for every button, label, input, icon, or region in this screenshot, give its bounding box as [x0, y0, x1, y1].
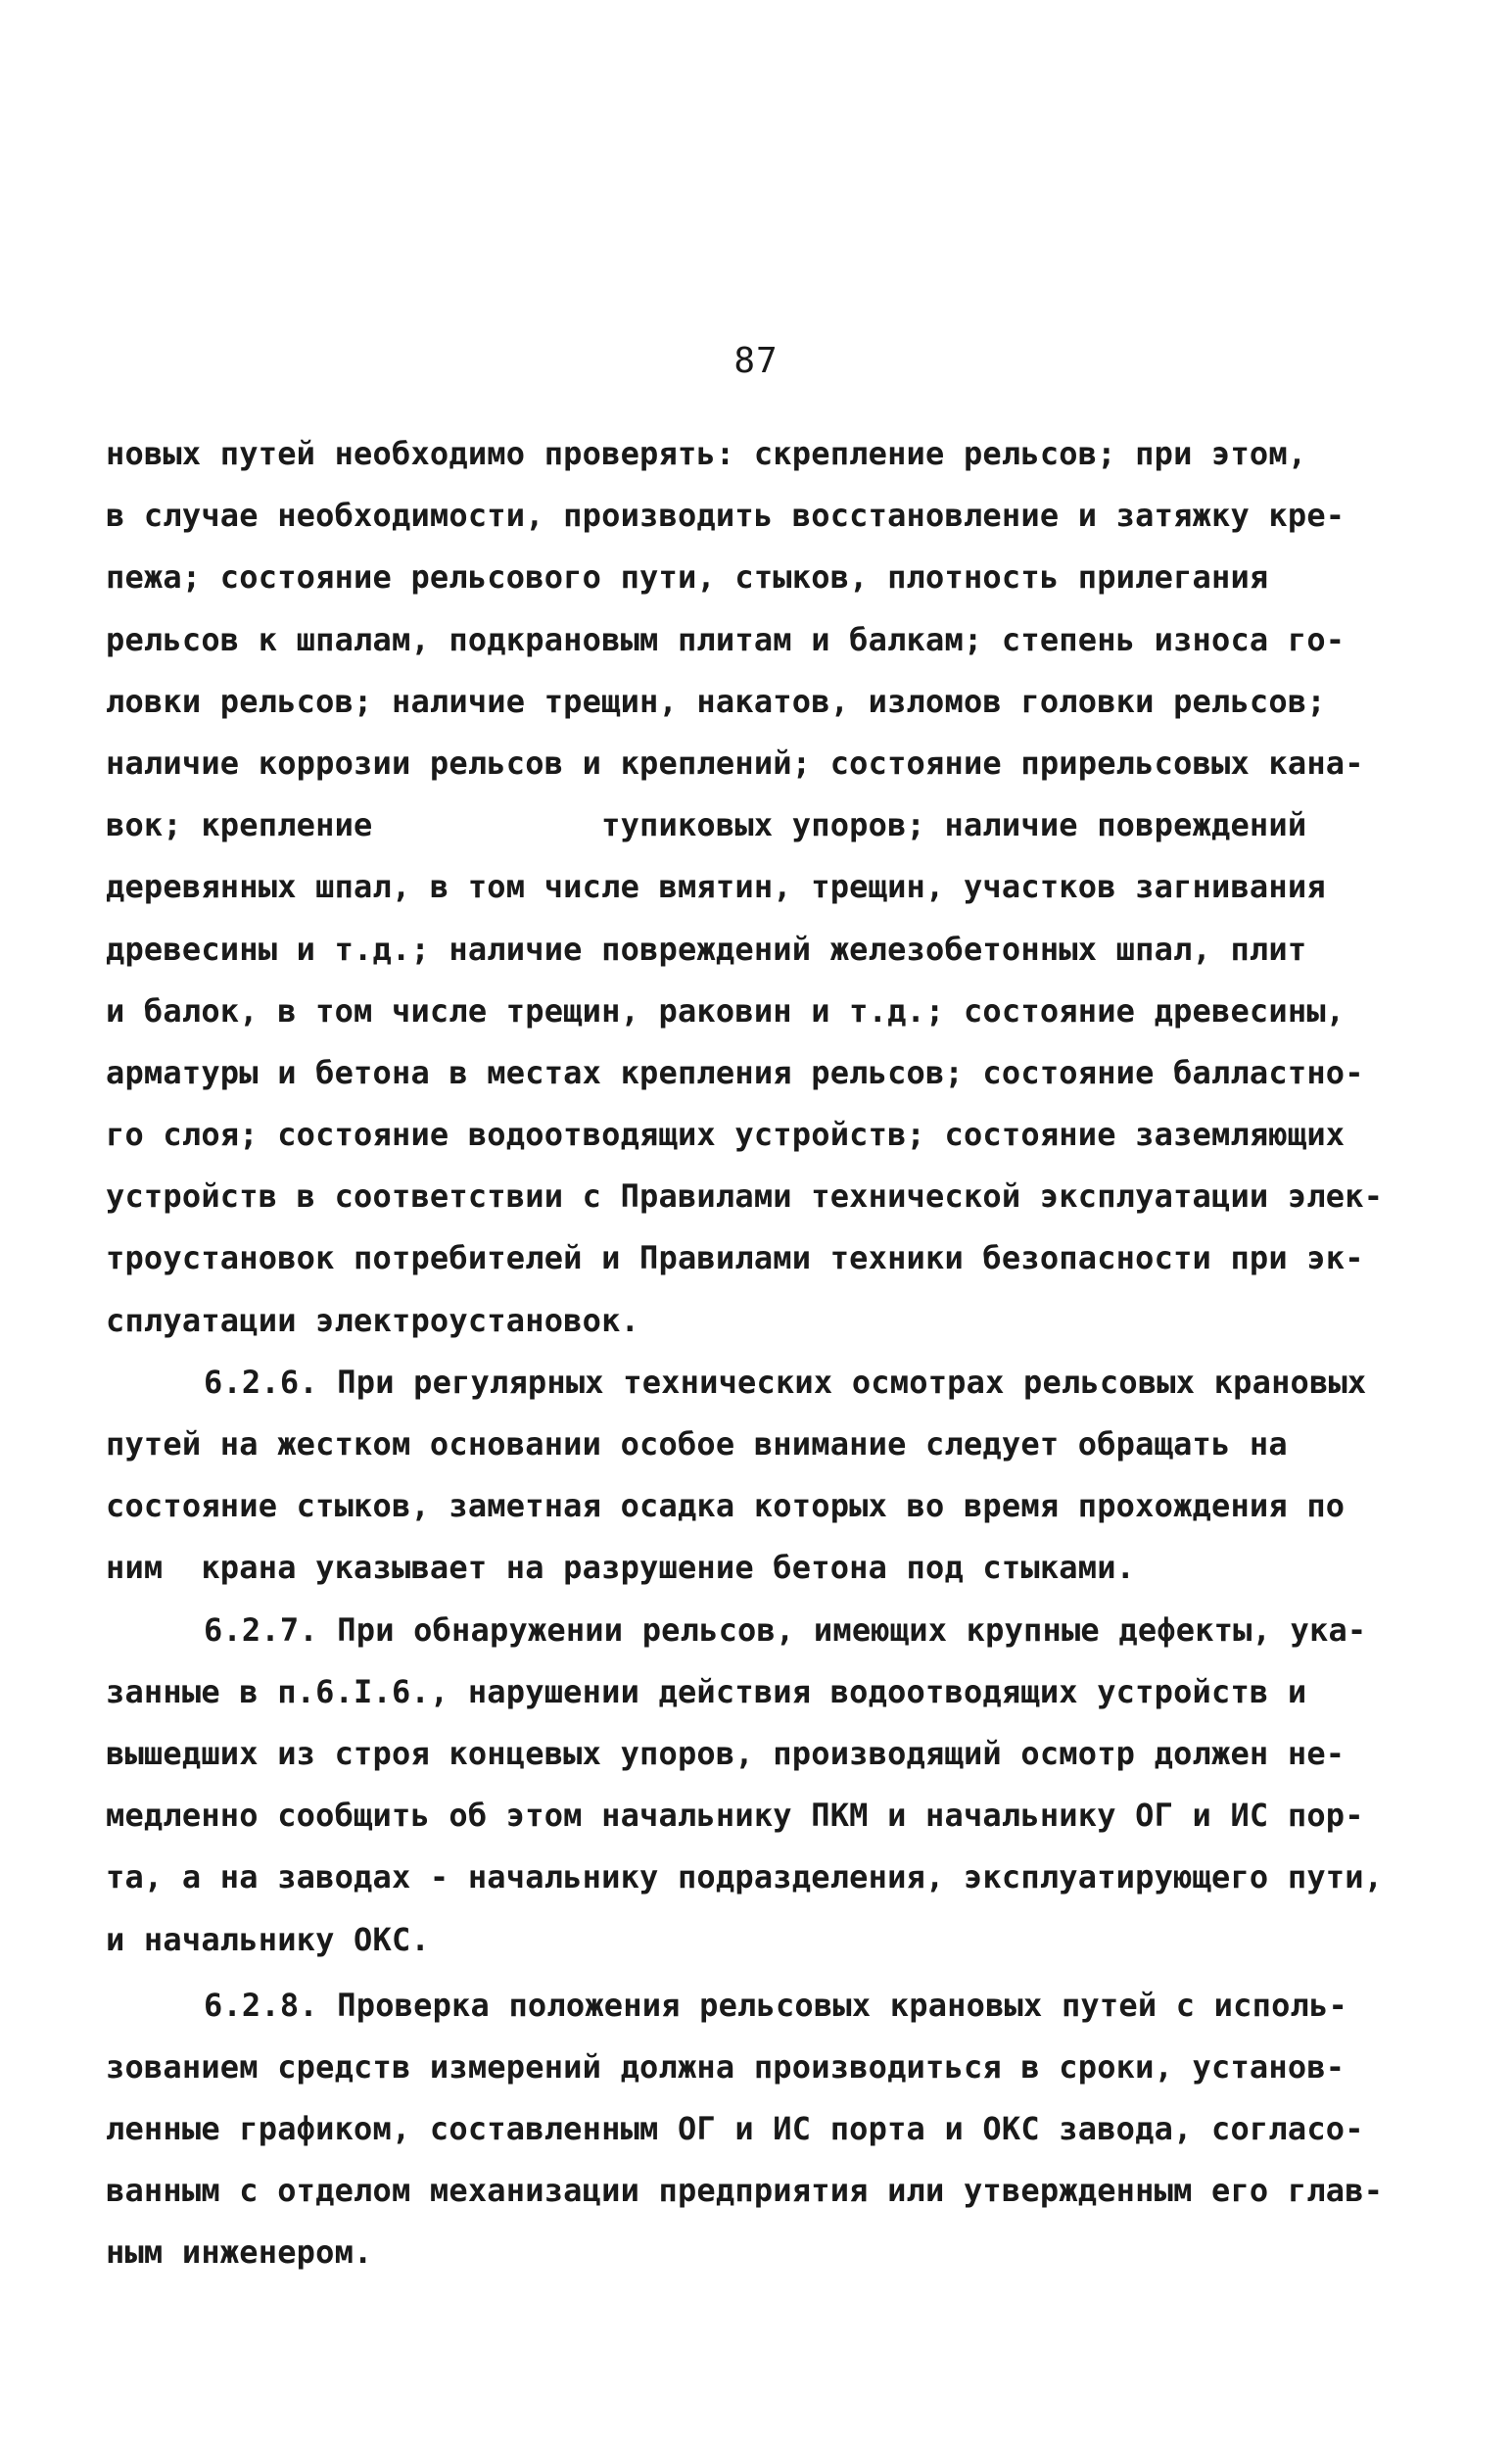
- text-line: древесины и т.д.; наличие повреждений железобетонных шпал, плит: [106, 930, 1307, 968]
- text-line: зованием средств измерений должна производиться в сроки, установ-: [106, 2047, 1346, 2086]
- text-line: устройств в соответствии с Правилами технической эксплуатации элек-: [106, 1177, 1384, 1216]
- text-line: та, а на заводах - начальнику подразделения, эксплуатирующего пути,: [106, 1858, 1384, 1896]
- page-body: [106, 423, 1398, 2284]
- text-line: арматуры и бетона в местах крепления рельсов; состояние балластно-: [106, 1053, 1364, 1091]
- text-line: 6.2.6. При регулярных технических осмотрах рельсовых крановых: [204, 1363, 1367, 1401]
- continuation-paragraph: [106, 423, 1398, 1352]
- text-line: сплуатации электроустановок.: [106, 1301, 640, 1339]
- text-line: ловки рельсов; наличие трещин, накатов, изломов головки рельсов;: [106, 682, 1326, 720]
- text-line: ванным с отделом механизации предприятия или утвержденным его глав-: [106, 2172, 1384, 2210]
- text-line: медленно сообщить об этом начальнику ПКМ и начальнику ОГ и ИС пор-: [106, 1797, 1364, 1835]
- text-line: троустановок потребителей и Правилами техники безопасности при эк-: [106, 1239, 1364, 1277]
- text-line: ним крана указывает на разрушение бетона под стыками.: [106, 1549, 1136, 1587]
- text-line: ным инженером.: [106, 2233, 373, 2272]
- text-line: ленные графиком, составленным ОГ и ИС порта и ОКС завода, согласо-: [106, 2110, 1364, 2148]
- text-line: рельсов к шпалам, подкрановым плитам и балкам; степень износа го-: [106, 620, 1346, 658]
- text-line: занные в п.6.I.6., нарушении действия водоотводящих устройств и: [106, 1672, 1307, 1710]
- text-line: го слоя; состояние водоотводящих устройств; состояние заземляющих: [106, 1116, 1346, 1154]
- text-line: в случае необходимости, производить восстановление и затяжку кре-: [106, 497, 1346, 535]
- text-line: деревянных шпал, в том числе вмятин, трещин, участков загнивания: [106, 868, 1326, 906]
- text-line: вок; крепление тупиковых упоров; наличие повреждений: [106, 806, 1307, 844]
- text-line: вышедших из строя концевых упоров, производящий осмотр должен не-: [106, 1734, 1346, 1772]
- text-line: и балок, в том числе трещин, раковин и т.д.; состояние древесины,: [106, 991, 1346, 1030]
- paragraph-6-2-7: [106, 1600, 1398, 1971]
- page-number: 87: [733, 341, 779, 381]
- text-line: наличие коррозии рельсов и креплений; состояние прирельсовых кана-: [106, 744, 1364, 782]
- text-line: 6.2.7. При обнаружении рельсов, имеющих крупные дефекты, ука-: [204, 1610, 1367, 1649]
- text-line: пежа; состояние рельсового пути, стыков, плотность прилегания: [106, 558, 1269, 597]
- text-line: 6.2.8. Проверка положения рельсовых крановых путей с исполь-: [204, 1986, 1347, 2024]
- paragraph-6-2-8: [106, 1975, 1398, 2284]
- text-line: новых путей необходимо проверять: скрепление рельсов; при этом,: [106, 435, 1307, 472]
- paragraph-6-2-6: [106, 1352, 1398, 1600]
- text-line: путей на жестком основании особое внимание следует обращать на: [106, 1425, 1288, 1463]
- text-line: и начальнику ОКС.: [106, 1920, 430, 1958]
- text-line: состояние стыков, заметная осадка которых во время прохождения по: [106, 1487, 1346, 1525]
